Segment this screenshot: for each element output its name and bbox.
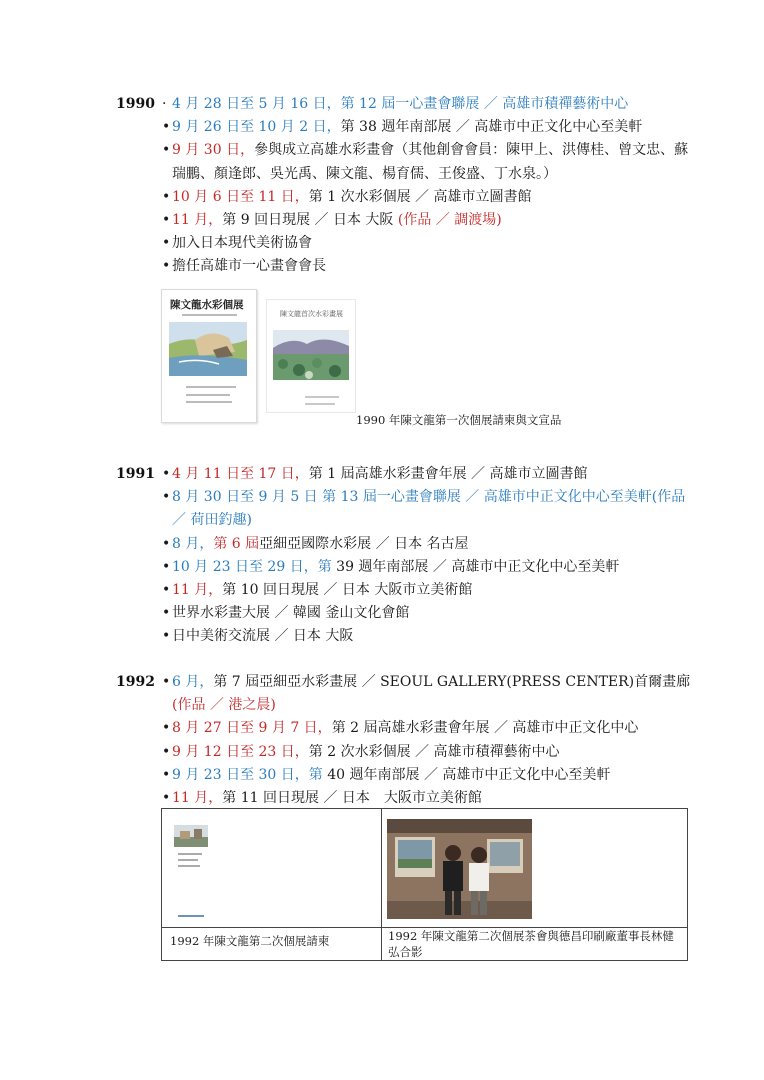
reception-photo-1992: [387, 819, 532, 919]
entry-text: 第 7 屆亞細亞水彩畫展 ／ SEOUL GALLERY(PRESS CENTER)首爾畫廊: [213, 674, 691, 690]
entry-date: 8 月 27 日至 9 月 7 日，: [172, 720, 332, 737]
entry-text: 第 13 屆一心畫會聯展 ／ 高雄市中正文化中心至美軒(作品 ／ 荷田釣趣): [172, 489, 686, 529]
text-line: [186, 386, 236, 388]
entry-artwork: (作品 ／ 調渡場): [397, 212, 502, 229]
text-line: [305, 396, 339, 398]
entry-text: 第 12 屆一心畫會聯展 ／ 高雄市積禪藝術中心: [340, 96, 629, 112]
entries-1991: [162, 463, 702, 649]
entry-date: 11 月，: [172, 790, 223, 807]
entry-1991-2: [162, 486, 702, 532]
entry-date: 4 月 28 日至 5 月 16 日，: [172, 96, 341, 112]
text-line: [186, 394, 230, 396]
entry-text: 擔任高雄市一心畫會會長: [172, 258, 326, 275]
entry-text: 世界水彩畫大展 ／ 韓國 釜山文化會館: [172, 605, 410, 622]
bullet: •: [162, 235, 171, 252]
bullet: •: [162, 766, 171, 783]
entry-text: 第 1 次水彩個展 ／ 高雄市立圖書館: [308, 188, 532, 205]
entry-1992-3: [162, 741, 702, 764]
entry-artwork: (作品 ／ 港之晨): [172, 697, 276, 714]
entry-text: 第 10 回日現展 ／ 日本 大阪市立美術館: [222, 582, 473, 599]
entry-date: 8 月，: [172, 535, 214, 552]
entry-1991-5: [162, 579, 702, 602]
year-label-1992: 1992: [116, 674, 155, 690]
entry-text: 40 週年南部展 ／ 高雄市中正文化中心至美軒: [327, 766, 611, 783]
invitation-image-1992: [174, 819, 210, 923]
bullet: •: [162, 720, 171, 737]
entry-date: 11 月，: [172, 212, 223, 229]
invitation-painting-image: [174, 825, 208, 847]
invitation-cover-1990: [161, 289, 257, 423]
entry-1992-5: [162, 787, 702, 810]
entry-1990-7: [162, 255, 702, 278]
entry-1990-1: [162, 93, 702, 116]
cover-subtitle-line: [182, 314, 237, 316]
entry-1992-1: [162, 671, 702, 717]
entry-date: 9 月 30 日，: [172, 142, 255, 159]
entry-1992-4: [162, 764, 702, 787]
bullet: •: [162, 674, 171, 690]
entry-text: 第 2 屆高雄水彩畫會年展 ／ 高雄市中正文化中心: [331, 720, 639, 737]
entry-1991-4: [162, 556, 702, 579]
text-line: [178, 853, 202, 855]
entry-date-suffix: 第: [308, 766, 328, 783]
bullet: •: [162, 605, 171, 622]
table-divider-vertical: [381, 809, 382, 960]
entry-1992-2: [162, 717, 702, 740]
coastal-painting-image: [169, 322, 247, 376]
bullet: •: [162, 489, 171, 506]
entry-text: 第 1 屆高雄水彩畫會年展 ／ 高雄市立圖書館: [308, 466, 588, 482]
entry-1990-2: [162, 116, 702, 139]
entry-text: 亞細亞國際水彩展 ／ 日本 名古屋: [259, 535, 469, 552]
bullet: •: [162, 258, 171, 275]
entry-1990-5: [162, 209, 702, 232]
entry-1991-7: [162, 625, 702, 648]
entry-date: 10 月 23 日至 29 日，: [172, 558, 318, 575]
year-label-1991: 1991: [116, 466, 155, 482]
entry-text: 第 9 回日現展 ／ 日本 大阪: [222, 212, 398, 229]
entry-1991-6: [162, 602, 702, 625]
entry-date: 8 月 30 日至 9 月 5 日: [172, 489, 323, 506]
year-label-1990: 1990: [116, 96, 155, 112]
entry-text: 第 11 回日現展 ／ 日本 大阪市立美術館: [222, 790, 482, 807]
photo-table-1992: [161, 808, 688, 961]
bullet: •: [162, 743, 171, 760]
lotus-pond-painting-image: [273, 330, 349, 380]
entry-date: 9 月 23 日至 30 日，: [172, 766, 309, 783]
flyer-cover-1990: [266, 299, 356, 413]
cover-title: 陳文龍首次水彩畫展: [280, 310, 343, 318]
entry-1991-3: [162, 533, 702, 556]
text-line: [178, 859, 198, 861]
entry-text: 第 2 次水彩個展 ／ 高雄市積禪藝術中心: [308, 743, 560, 760]
text-line: [178, 915, 204, 917]
entries-1992: [162, 671, 702, 810]
image-caption-1990: 1990 年陳文龍第一次個展請柬與文宣品: [356, 413, 562, 427]
entry-date-suffix: 第: [317, 558, 337, 575]
bullet: •: [162, 212, 171, 229]
entries-1990: [162, 93, 702, 279]
entry-1991-1: [162, 463, 702, 486]
bullet: •: [162, 790, 171, 807]
entry-text: 39 週年南部展 ／ 高雄市中正文化中心至美軒: [336, 558, 620, 575]
entry-date: 9 月 26 日至 10 月 2 日，: [172, 119, 341, 136]
entry-1990-4: [162, 186, 702, 209]
entry-1990-6: [162, 232, 702, 255]
entry-date: 11 月，: [172, 582, 223, 599]
entry-date: 4 月 11 日至 17 日，: [172, 466, 309, 482]
entry-date: 9 月 12 日至 23 日，: [172, 743, 309, 760]
entry-text: 加入日本現代美術協會: [172, 235, 312, 252]
bullet: •: [162, 535, 171, 552]
text-line: [178, 865, 200, 867]
entry-text: 日中美術交流展 ／ 日本 大阪: [172, 628, 354, 645]
bullet: •: [162, 582, 171, 599]
bullet: •: [162, 119, 171, 136]
bullet: •: [162, 628, 171, 645]
entry-date: 6 月，: [172, 674, 214, 690]
entry-date: 10 月 6 日至 11 日，: [172, 188, 309, 205]
entry-text: 第 38 週年南部展 ／ 高雄市中正文化中心至美軒: [340, 119, 643, 136]
bullet: •: [162, 188, 171, 205]
table-caption-left: 1992 年陳文龍第二次個展請柬: [170, 934, 330, 948]
bullet: ·: [162, 96, 167, 112]
bullet: •: [162, 558, 171, 575]
entry-1990-3: [162, 139, 702, 185]
text-line: [186, 401, 232, 403]
bullet: •: [162, 142, 171, 159]
text-line: [305, 403, 335, 405]
entry-text: 參與成立高雄水彩畫會（其他創會會員：陳甲上、洪傳桂、曾文忠、蘇瑞鵬、顏逢郎、吳光禹、陳文龍、楊育儒、王俊盛、丁水泉。）: [172, 142, 689, 182]
entry-date-suffix: 第 6 屆: [213, 535, 260, 552]
cover-title: 陳文龍水彩個展: [170, 299, 244, 311]
table-caption-right: 1992 年陳文龍第二次個展茶會與德昌印刷廠董事長林健弘合影: [388, 929, 674, 959]
bullet: •: [162, 466, 171, 482]
